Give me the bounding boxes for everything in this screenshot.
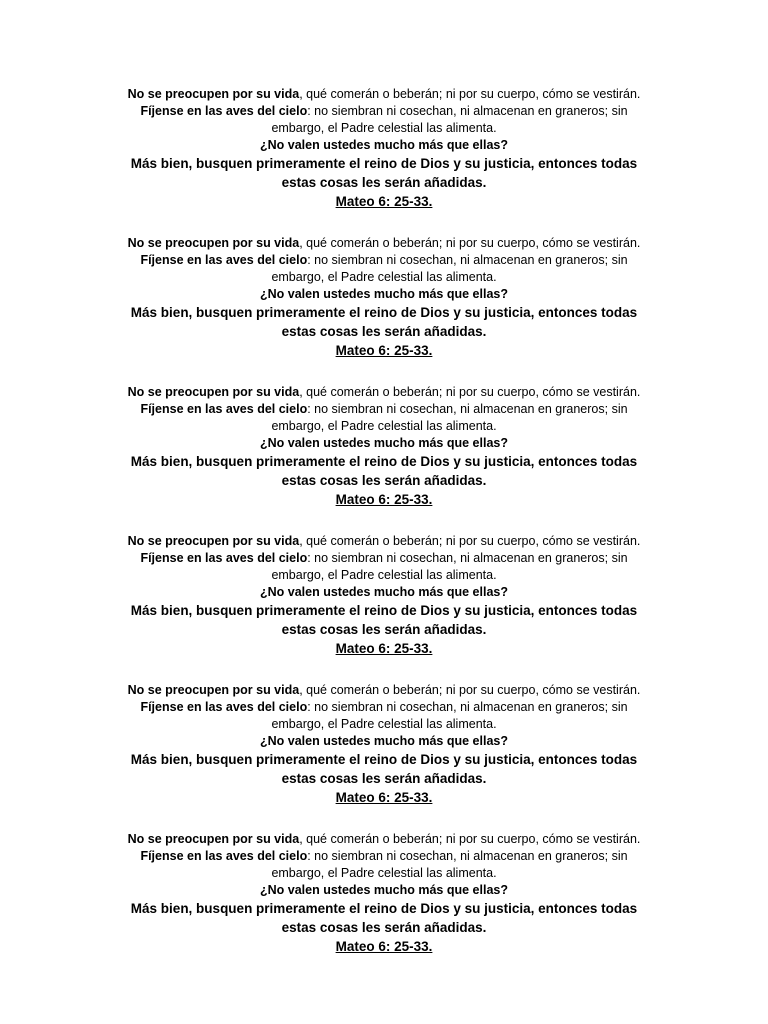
verse-line-2-rest: : no siembran ni cosechan, ni almacenan en graneros; sin (307, 700, 628, 714)
verse-question: ¿No valen ustedes mucho más que ellas? (260, 436, 508, 450)
verse-question: ¿No valen ustedes mucho más que ellas? (260, 138, 508, 152)
verse-line-2 (84, 848, 684, 865)
verse-line-2 (84, 103, 684, 120)
verse-line-1 (84, 384, 684, 401)
verse-block-2 (84, 235, 684, 360)
verse-reference: Mateo 6: 25-33. (335, 790, 433, 805)
verse-line-3: embargo, el Padre celestial las alimenta. (271, 568, 497, 582)
verse-line-1 (84, 86, 684, 103)
verse-question: ¿No valen ustedes mucho más que ellas? (260, 883, 508, 897)
verse-question: ¿No valen ustedes mucho más que ellas? (260, 287, 508, 301)
verse-line-1-rest: , qué comerán o beberán; ni por su cuerpo, cómo se vestirán. (299, 236, 641, 250)
verse-conclusion-2: estas cosas les serán añadidas. (281, 324, 487, 339)
verse-line-3: embargo, el Padre celestial las alimenta. (271, 866, 497, 880)
verse-question: ¿No valen ustedes mucho más que ellas? (260, 734, 508, 748)
verse-line-1-rest: , qué comerán o beberán; ni por su cuerpo, cómo se vestirán. (299, 683, 641, 697)
verse-conclusion-2: estas cosas les serán añadidas. (281, 473, 487, 488)
verse-conclusion-1: Más bien, busquen primeramente el reino de Dios y su justicia, entonces todas (130, 305, 638, 320)
verse-conclusion-1: Más bien, busquen primeramente el reino de Dios y su justicia, entonces todas (130, 454, 638, 469)
verse-block-1 (84, 86, 684, 211)
verse-line-2-rest: : no siembran ni cosechan, ni almacenan en graneros; sin (307, 104, 628, 118)
verse-conclusion-1: Más bien, busquen primeramente el reino de Dios y su justicia, entonces todas (130, 752, 638, 767)
verse-line-1-rest: , qué comerán o beberán; ni por su cuerpo, cómo se vestirán. (299, 534, 641, 548)
verse-line-3: embargo, el Padre celestial las alimenta. (271, 419, 497, 433)
verse-block-6 (84, 831, 684, 956)
verse-conclusion-2: estas cosas les serán añadidas. (281, 622, 487, 637)
verse-block-5 (84, 682, 684, 807)
verse-line-1-bold: No se preocupen por su vida (127, 236, 300, 250)
verse-line-2-bold: Fíjense en las aves del cielo (140, 700, 308, 714)
verse-conclusion-1: Más bien, busquen primeramente el reino de Dios y su justicia, entonces todas (130, 901, 638, 916)
verse-line-1-rest: , qué comerán o beberán; ni por su cuerpo, cómo se vestirán. (299, 87, 641, 101)
verse-line-2-bold: Fíjense en las aves del cielo (140, 551, 308, 565)
verse-block-4 (84, 533, 684, 658)
verse-reference: Mateo 6: 25-33. (335, 939, 433, 954)
verse-line-1-bold: No se preocupen por su vida (127, 534, 300, 548)
verse-conclusion-1: Más bien, busquen primeramente el reino de Dios y su justicia, entonces todas (130, 603, 638, 618)
verse-line-1-rest: , qué comerán o beberán; ni por su cuerpo, cómo se vestirán. (299, 385, 641, 399)
verse-line-1-rest: , qué comerán o beberán; ni por su cuerpo, cómo se vestirán. (299, 832, 641, 846)
verse-reference: Mateo 6: 25-33. (335, 194, 433, 209)
verse-line-2-rest: : no siembran ni cosechan, ni almacenan en graneros; sin (307, 551, 628, 565)
verse-line-2 (84, 550, 684, 567)
verse-line-1 (84, 682, 684, 699)
verse-conclusion-2: estas cosas les serán añadidas. (281, 920, 487, 935)
verse-line-3: embargo, el Padre celestial las alimenta. (271, 717, 497, 731)
verse-line-2 (84, 401, 684, 418)
verse-line-1 (84, 533, 684, 550)
verse-block-3 (84, 384, 684, 509)
verse-line-2-bold: Fíjense en las aves del cielo (140, 402, 308, 416)
verse-line-2-bold: Fíjense en las aves del cielo (140, 253, 308, 267)
verse-line-1 (84, 831, 684, 848)
verse-conclusion-2: estas cosas les serán añadidas. (281, 175, 487, 190)
verse-line-2-rest: : no siembran ni cosechan, ni almacenan en graneros; sin (307, 253, 628, 267)
verse-line-2 (84, 699, 684, 716)
verse-line-2 (84, 252, 684, 269)
verse-line-1-bold: No se preocupen por su vida (127, 683, 300, 697)
verse-line-1 (84, 235, 684, 252)
verse-line-1-bold: No se preocupen por su vida (127, 385, 300, 399)
verse-line-1-bold: No se preocupen por su vida (127, 87, 300, 101)
verse-reference: Mateo 6: 25-33. (335, 492, 433, 507)
verse-line-2-bold: Fíjense en las aves del cielo (140, 849, 308, 863)
verse-line-2-bold: Fíjense en las aves del cielo (140, 104, 308, 118)
verse-line-3: embargo, el Padre celestial las alimenta. (271, 270, 497, 284)
verse-line-2-rest: : no siembran ni cosechan, ni almacenan en graneros; sin (307, 402, 628, 416)
verse-conclusion-2: estas cosas les serán añadidas. (281, 771, 487, 786)
verse-line-2-rest: : no siembran ni cosechan, ni almacenan en graneros; sin (307, 849, 628, 863)
verse-reference: Mateo 6: 25-33. (335, 343, 433, 358)
verse-conclusion-1: Más bien, busquen primeramente el reino de Dios y su justicia, entonces todas (130, 156, 638, 171)
verse-reference: Mateo 6: 25-33. (335, 641, 433, 656)
verse-line-3: embargo, el Padre celestial las alimenta. (271, 121, 497, 135)
verse-question: ¿No valen ustedes mucho más que ellas? (260, 585, 508, 599)
verse-line-1-bold: No se preocupen por su vida (127, 832, 300, 846)
